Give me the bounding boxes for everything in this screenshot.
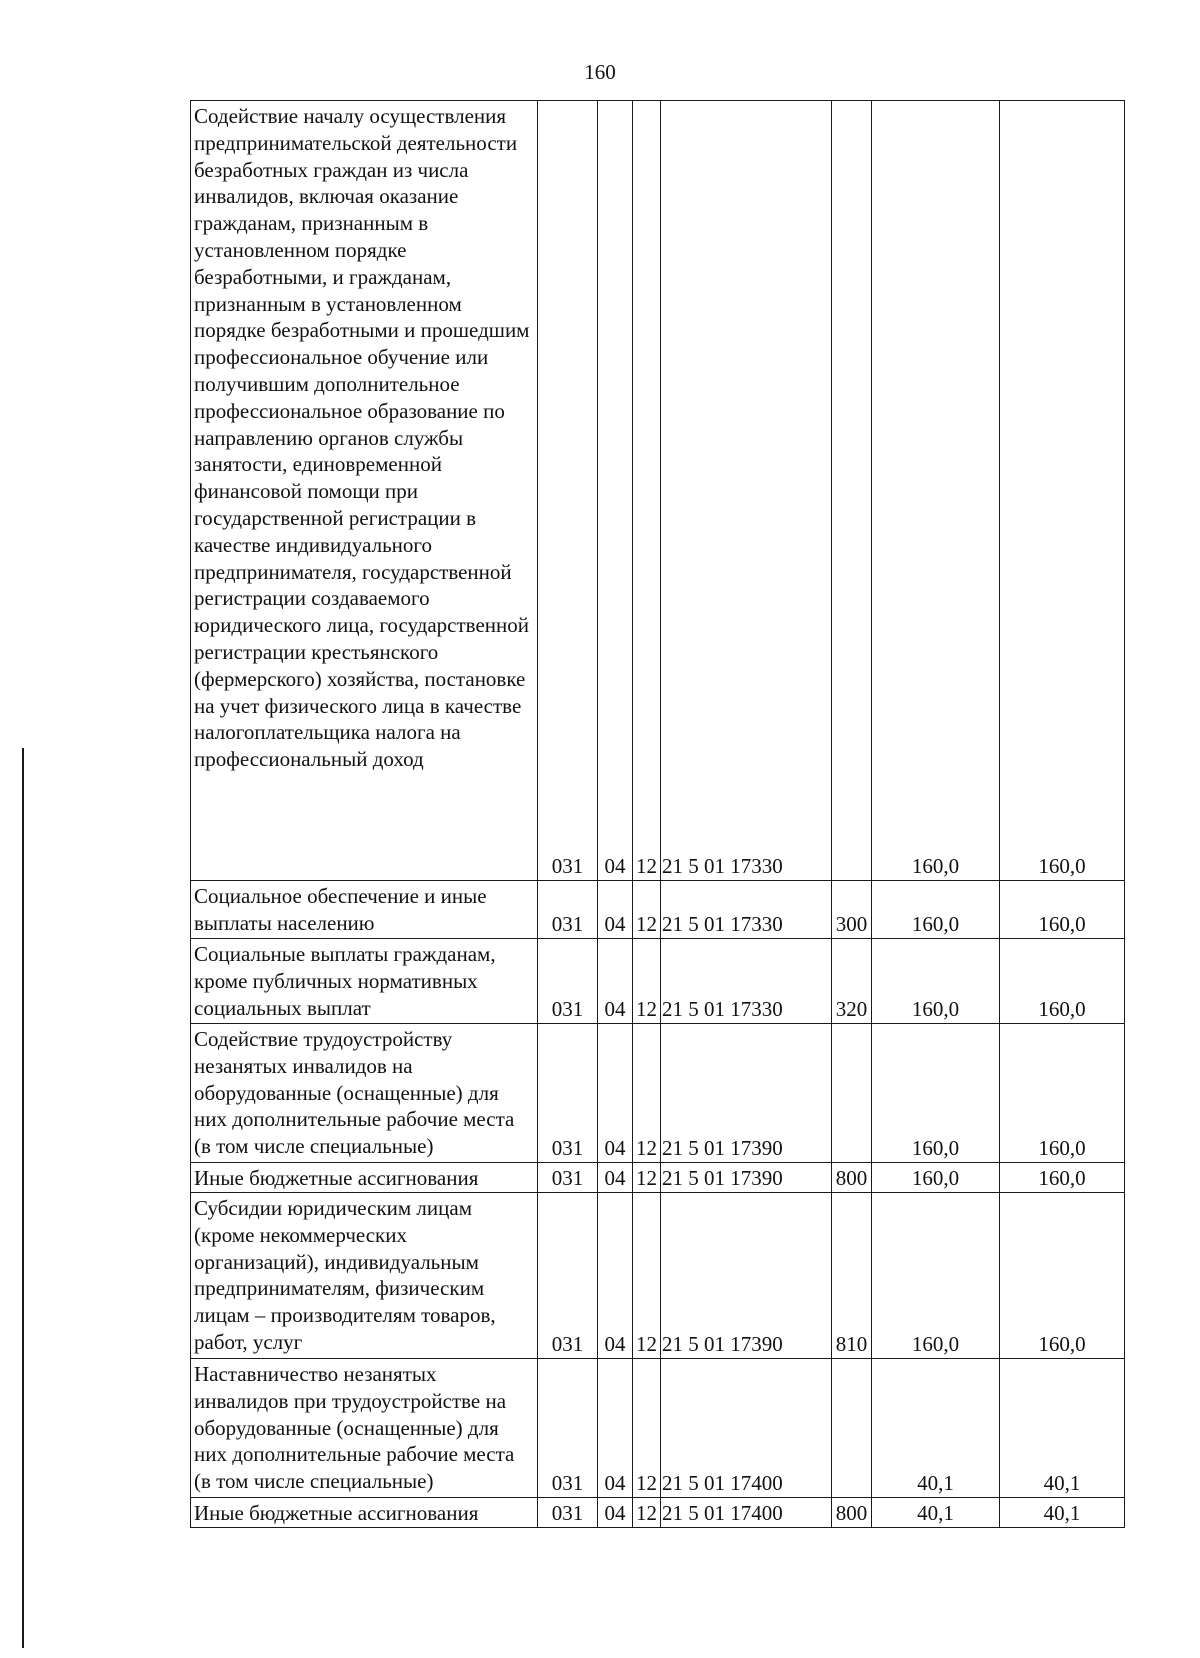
- subsection-code: 12: [633, 1024, 661, 1163]
- section-code: 04: [598, 1024, 633, 1163]
- subsection-code: 12: [633, 1359, 661, 1498]
- ministry-code: 031: [538, 1163, 598, 1193]
- subsection-code: 12: [633, 939, 661, 1024]
- subsection-code: 12: [633, 1193, 661, 1359]
- table-row: [191, 939, 1125, 1024]
- budget-table: [190, 100, 1125, 1528]
- table-row: [191, 1024, 1125, 1163]
- expense-type-code: 300: [832, 881, 872, 939]
- amount-year-1: 160,0: [872, 939, 1000, 1024]
- section-code: 04: [598, 1359, 633, 1498]
- table-row: [191, 1193, 1125, 1359]
- amount-year-1: 160,0: [872, 1163, 1000, 1193]
- ministry-code: 031: [538, 939, 598, 1024]
- table-row: [191, 1498, 1125, 1528]
- target-article-code: 21 5 01 17400: [661, 1498, 832, 1528]
- amount-year-1: 160,0: [872, 1193, 1000, 1359]
- amount-year-2: 160,0: [1000, 881, 1125, 939]
- subsection-code: 12: [633, 1498, 661, 1528]
- subsection-code: 12: [633, 101, 661, 881]
- expense-type-code: 320: [832, 939, 872, 1024]
- row-name: Наставничество незанятых инвалидов при трудоустройстве на оборудованные (оснащенные) для них дополнительные рабочие места (в том числе специальные): [191, 1359, 538, 1498]
- section-code: 04: [598, 101, 633, 881]
- amount-year-2: 160,0: [1000, 1193, 1125, 1359]
- amount-year-1: 160,0: [872, 101, 1000, 881]
- row-name: Субсидии юридическим лицам (кроме некоммерческих организаций), индивидуальным предпринимателям, физическим лицам – производителям товаров, работ, услуг: [191, 1193, 538, 1359]
- ministry-code: 031: [538, 1024, 598, 1163]
- section-code: 04: [598, 1498, 633, 1528]
- row-name: Содействие трудоустройству незанятых инвалидов на оборудованные (оснащенные) для них дополнительные рабочие места (в том числе специальные): [191, 1024, 538, 1163]
- row-name: Социальное обеспечение и иные выплаты населению: [191, 881, 538, 939]
- target-article-code: 21 5 01 17400: [661, 1359, 832, 1498]
- section-code: 04: [598, 881, 633, 939]
- amount-year-2: 160,0: [1000, 1163, 1125, 1193]
- target-article-code: 21 5 01 17390: [661, 1163, 832, 1193]
- amount-year-2: 40,1: [1000, 1359, 1125, 1498]
- expense-type-code: 800: [832, 1163, 872, 1193]
- ministry-code: 031: [538, 1193, 598, 1359]
- amount-year-2: 160,0: [1000, 101, 1125, 881]
- page-number: 160: [584, 60, 616, 84]
- row-name: Социальные выплаты гражданам, кроме публичных нормативных социальных выплат: [191, 939, 538, 1024]
- section-code: 04: [598, 1163, 633, 1193]
- ministry-code: 031: [538, 101, 598, 881]
- section-code: 04: [598, 939, 633, 1024]
- table-row: [191, 1163, 1125, 1193]
- target-article-code: 21 5 01 17330: [661, 939, 832, 1024]
- table-row: [191, 881, 1125, 939]
- expense-type-code: [832, 101, 872, 881]
- ministry-code: 031: [538, 1359, 598, 1498]
- target-article-code: 21 5 01 17390: [661, 1193, 832, 1359]
- ministry-code: 031: [538, 1498, 598, 1528]
- table-row: [191, 101, 1125, 881]
- amount-year-1: 40,1: [872, 1498, 1000, 1528]
- row-name: Иные бюджетные ассигнования: [191, 1498, 538, 1528]
- margin-line: [22, 748, 24, 1648]
- row-name: Иные бюджетные ассигнования: [191, 1163, 538, 1193]
- amount-year-2: 160,0: [1000, 939, 1125, 1024]
- amount-year-1: 40,1: [872, 1359, 1000, 1498]
- section-code: 04: [598, 1193, 633, 1359]
- table-row: [191, 1359, 1125, 1498]
- expense-type-code: [832, 1024, 872, 1163]
- ministry-code: 031: [538, 881, 598, 939]
- target-article-code: 21 5 01 17330: [661, 101, 832, 881]
- expense-type-code: 810: [832, 1193, 872, 1359]
- amount-year-1: 160,0: [872, 1024, 1000, 1163]
- amount-year-1: 160,0: [872, 881, 1000, 939]
- expense-type-code: [832, 1359, 872, 1498]
- target-article-code: 21 5 01 17330: [661, 881, 832, 939]
- expense-type-code: 800: [832, 1498, 872, 1528]
- subsection-code: 12: [633, 881, 661, 939]
- target-article-code: 21 5 01 17390: [661, 1024, 832, 1163]
- subsection-code: 12: [633, 1163, 661, 1193]
- amount-year-2: 160,0: [1000, 1024, 1125, 1163]
- amount-year-2: 40,1: [1000, 1498, 1125, 1528]
- row-name: Содействие началу осуществления предпринимательской деятельности безработных граждан из числа инвалидов, включая оказание гражданам, признанным в установленном порядке безработными, и гражданам, признанным в установленном порядке безработными и прошедшим профессиональное обучение или получившим дополнительное профессиональное образование по направлению органов службы занятости, единовременной финансовой помощи при государственной регистрации в качестве индивидуального предпринимателя, государственной регистрации создаваемого юридического лица, государственной регистрации крестьянского (фермерского) хозяйства, постановке на учет физического лица в качестве налогоплательщика налога на профессиональный доход: [191, 101, 538, 881]
